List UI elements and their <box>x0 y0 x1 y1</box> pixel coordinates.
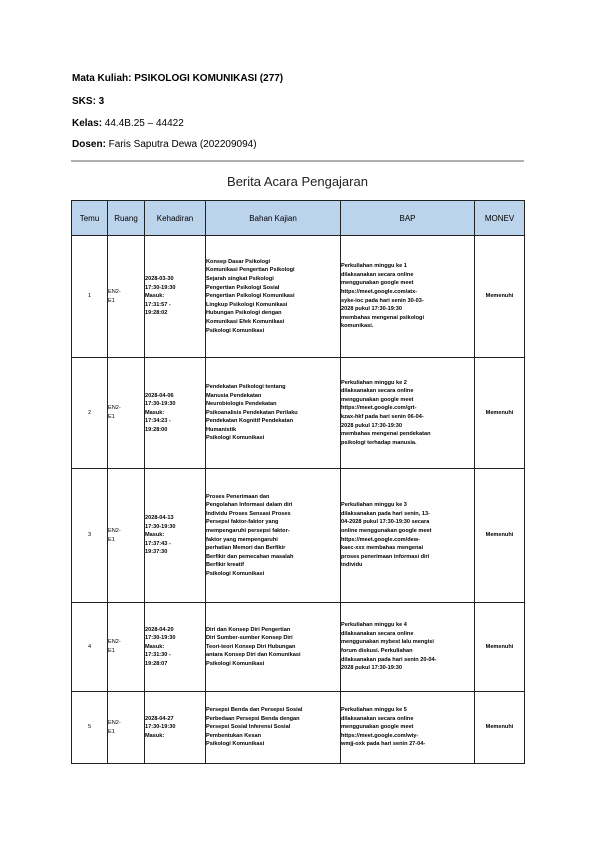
cell-bap-text: Perkuliahan minggu ke 3 dilaksanakan pada hari senin, 13- 04-2028 pukul 17:30-19:30 secara online menggunakan google meet https://meet.google.com/dew- kaec-xxx membahas mengenai proses penerimaan informasi diri individu <box>341 502 432 569</box>
cell-ruang <box>108 692 145 764</box>
cell-kehadiran-text: 2028-03-30 17:30-19:30 Masuk: 17:31:57 - 19:28:02 <box>145 276 176 317</box>
table-header-row <box>72 201 525 236</box>
header-divider <box>71 160 524 162</box>
col-header-ruang: Ruang <box>108 201 145 236</box>
table-row <box>72 692 525 764</box>
cell-kehadiran <box>145 236 206 358</box>
cell-bahan-kajian <box>206 603 341 692</box>
cell-kehadiran-text: 2028-04-06 17:30-19:30 Masuk: 17:34:23 - 19:28:00 <box>145 392 176 433</box>
cell-bap <box>341 469 475 603</box>
cell-ruang-text: EN2- E1 <box>108 639 121 654</box>
cell-monev: Memenuhi <box>475 469 525 603</box>
cell-kehadiran <box>145 603 206 692</box>
cell-bahan-kajian <box>206 692 341 764</box>
cell-bap <box>341 358 475 469</box>
table-row <box>72 236 525 358</box>
cell-bap-text: Perkuliahan minggu ke 1 dilaksanakan secara online menggunakan google meet https://meet.google.com/atx- syke-ioc pada hari senin 30-03- 2028 pukul 17:30-19:30 membahas mengenai psikologi komunikasi. <box>341 263 424 330</box>
table-row <box>72 603 525 692</box>
cell-ruang <box>108 358 145 469</box>
cell-ruang-text: EN2- E1 <box>108 405 121 420</box>
cell-temu: 4 <box>72 603 108 692</box>
cell-bahan-kajian-text: Konsep Dasar Psikologi Komunikasi Pengertian Psikologi Sejarah singkat Psikologi Pengertian Psikologi Sosial Pengertian Psikologi Komunikasi Lingkup Psikologi Komunikasi Hubungan Psikologi dengan Komunikasi Efek Komunikasi Psikologi Komunikasi <box>206 258 295 334</box>
cell-ruang <box>108 603 145 692</box>
col-header-kehadiran: Kehadiran <box>145 201 206 236</box>
bap-table <box>71 200 525 764</box>
mata-kuliah-line: Mata Kuliah: PSIKOLOGI KOMUNIKASI (277) <box>72 73 284 84</box>
cell-ruang-text: EN2- E1 <box>108 527 121 543</box>
col-header-bahan-kajian: Bahan Kajian <box>206 201 341 236</box>
cell-bap-text: Perkuliahan minggu ke 5 dilaksanakan secara online menggunakan google meet https://meet.google.com/wty- wmjj-oxk pada hari senin 27-04- <box>341 707 426 748</box>
cell-kehadiran <box>145 692 206 764</box>
dosen-value: Faris Saputra Dewa (202209094) <box>108 139 257 150</box>
cell-kehadiran-text: 2028-04-13 17:30-19:30 Masuk: 17:37:43 - 19:37:30 <box>145 515 176 556</box>
kelas-label: Kelas <box>72 118 99 129</box>
cell-monev: Memenuhi <box>475 358 525 469</box>
cell-bap <box>341 603 475 692</box>
cell-bahan-kajian <box>206 236 341 358</box>
cell-kehadiran-text: 2028-04-20 17:30-19:30 Masuk: 17:31:30 - 19:28:07 <box>145 626 176 667</box>
cell-temu: 1 <box>72 236 108 358</box>
kelas-value: 44.4B.25 – 44422 <box>104 118 184 129</box>
cell-bap-text: Perkuliahan minggu ke 2 dilaksanakan secara online menggunakan google meet https://meet.google.com/grt- kzax-hkf pada hari senin 06-04- 2028 pukul 17:30-19:30 membahas mengenai pendekatan psikologi terhadap manusia. <box>341 379 431 446</box>
cell-kehadiran-text: 2028-04-27 17:30-19:30 Masuk: <box>145 715 176 739</box>
kelas-line: Kelas: 44.4B.25 – 44422 <box>72 118 184 129</box>
cell-ruang <box>108 469 145 603</box>
mata-kuliah-value: PSIKOLOGI KOMUNIKASI (277) <box>134 73 284 84</box>
cell-bahan-kajian-text: Persepsi Benda dan Persepsi Sosial Perbedaan Persepsi Benda dengan Persepsi Sosial Inferensi Sosial Pembentukan Kesan Psikologi Komunikasi <box>206 707 303 748</box>
cell-bap <box>341 236 475 358</box>
cell-kehadiran <box>145 469 206 603</box>
cell-bap-text: Perkuliahan minggu ke 4 dilaksanakan secara online menggunakan mybest lalu mengisi forum diskusi. Perkuliahan dilaksanakan pada hari senin 20-04- 2028 pukul 17:30-19:30 <box>341 622 437 672</box>
cell-ruang-text: EN2- E1 <box>108 719 121 735</box>
sks-value: 3 <box>98 96 105 107</box>
cell-bahan-kajian-text: Diri dan Konsep Diri Pengertian Diri Sumber-sumber Konsep Diri Teori-teori Konsep Diri Hubungan antara Konsep Diri dan Komunikasi Psikologi Komunikasi <box>206 626 301 667</box>
sks-label: SKS <box>72 96 93 107</box>
cell-temu: 3 <box>72 469 108 603</box>
col-header-bap: BAP <box>341 201 475 236</box>
cell-monev: Memenuhi <box>475 603 525 692</box>
col-header-monev: MONEV <box>475 201 525 236</box>
cell-bahan-kajian-text: Proses Penerimaan dan Pengolahan Informasi dalam diri Individu Proses Sensasi Proses Persepsi faktor-faktor yang mempengaruhi persepsi faktor- faktor yang mempengaruhi perhatian Memori dan Berfikir Berfikir dan pemecahan masalah Berfikir kreatif Psikologi Komunikasi <box>206 493 294 577</box>
cell-bahan-kajian-text: Pendekatan Psikologi tentang Manusia Pendekatan Neurobiologis Pendekatan Psikoanalisis Pendekatan Perilaku Pendekatan Kognitif Pendekatan Humanistik Psikologi Komunikasi <box>206 383 298 442</box>
cell-bahan-kajian <box>206 469 341 603</box>
cell-monev: Memenuhi <box>475 692 525 764</box>
col-header-temu: Temu <box>72 201 108 236</box>
table-row <box>72 469 525 603</box>
cell-ruang <box>108 236 145 358</box>
dosen-line: Dosen: Faris Saputra Dewa (202209094) <box>72 139 257 150</box>
sks-line: SKS: 3 <box>72 96 105 107</box>
table-row <box>72 358 525 469</box>
cell-temu: 5 <box>72 692 108 764</box>
cell-kehadiran <box>145 358 206 469</box>
page-title: Berita Acara Pengajaran <box>227 174 368 189</box>
dosen-label: Dosen <box>72 139 103 150</box>
cell-temu: 2 <box>72 358 108 469</box>
mata-kuliah-label: Mata Kuliah <box>72 73 129 84</box>
cell-ruang-text: EN2- E1 <box>108 288 121 304</box>
cell-monev: Memenuhi <box>475 236 525 358</box>
cell-bap <box>341 692 475 764</box>
cell-bahan-kajian <box>206 358 341 469</box>
